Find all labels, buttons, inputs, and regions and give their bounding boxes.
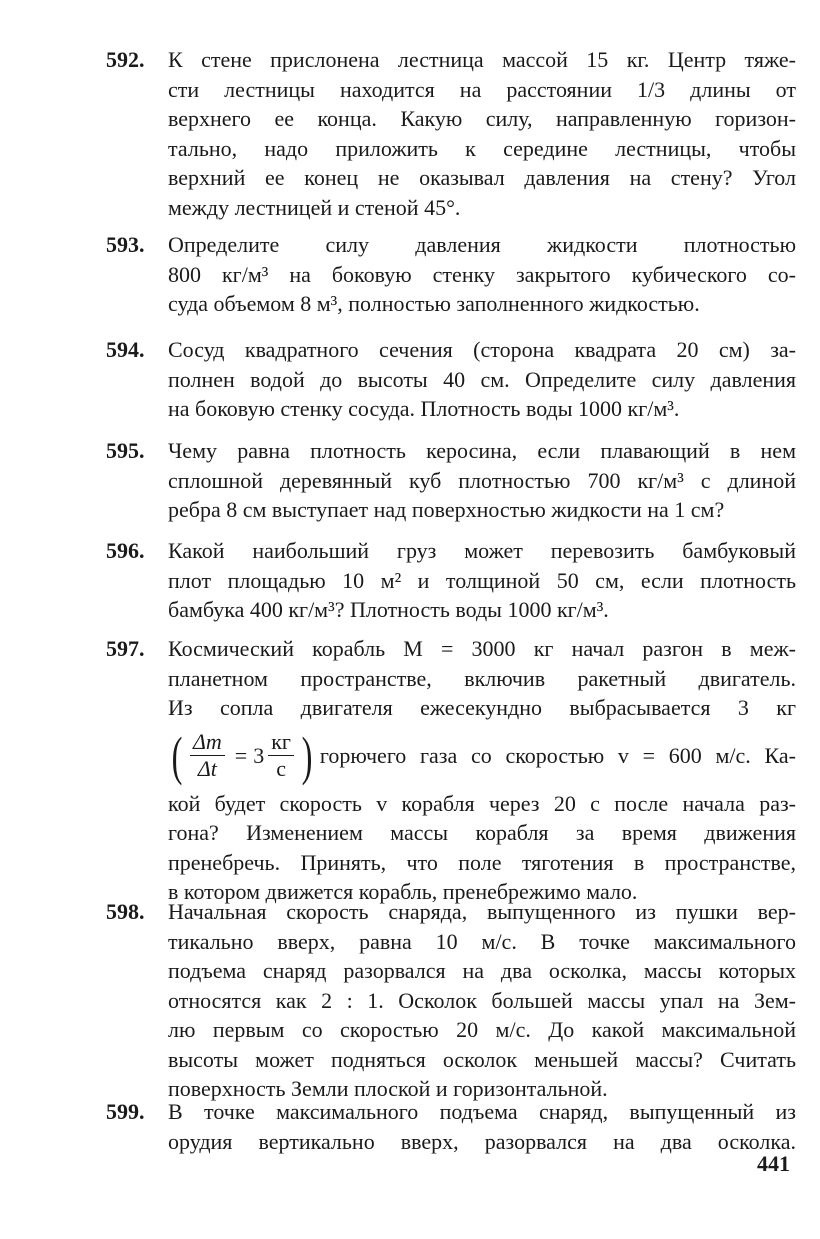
problem-number: 596. [106,538,145,563]
coefficient: 3 [253,742,265,768]
problem-594 [106,335,796,424]
text-line: в котором движется корабль, пренебрежимо мало. [168,879,638,904]
fraction-numerator: Δm [190,729,225,756]
text-line: планетном пространстве, включив ракетный двигатель. [168,665,796,691]
text-line: суда объемом 8 м³, полностью заполненного жидкостью. [168,291,700,316]
text-line: между лестницей и стеной 45°. [168,194,461,220]
text-line: сти лестницы находится на расстоянии 1/3 длины от [168,76,796,102]
text-line: ребра 8 см выступает над поверхностью жидкости на 1 см? [168,497,725,522]
problem-number: 594. [106,337,145,362]
equals-sign: = [234,742,248,768]
text-line: верхнего ее конца. Какую силу, направленную горизон- [168,106,796,131]
unit-numerator: кг [268,729,294,756]
page-number: 441 [757,1151,790,1176]
text-line: полнен водой до высоты 40 см. Определите силу давления [168,366,796,392]
text-line: Какой наибольший груз может перевозить бамбуковый [168,538,796,563]
problem-text [168,536,796,625]
problem-text [168,436,796,525]
problem-text [168,230,796,319]
fraction-unit [268,729,294,782]
text-line: на боковую стенку сосуда. Плотность воды 1000 кг/м³. [168,396,680,421]
right-paren: ) [301,725,313,786]
text-line: подъема снаряд разорвался на два осколка, массы которых [168,958,796,983]
text-line: плот площадью 10 м² и толщиной 50 см, если плотность [168,567,796,593]
text-line: верхний ее конец не оказывал давления на стену? Угол [168,165,796,190]
mass-rate-formula [168,725,316,786]
text-line: пренебречь. Принять, что поле тяготения в пространстве, [168,849,796,875]
problem-598 [106,897,796,1104]
formula-line [168,723,796,789]
text-line: высоты может подняться осколок меньшей массы? Считать [168,1046,796,1072]
problem-text [168,335,796,424]
problem-text [168,45,796,222]
text-line: поверхность Земли плоской и горизонтальной. [168,1076,608,1101]
problem-number: 592. [106,47,145,72]
unit-denominator: с [276,756,286,781]
text-line: бамбука 400 кг/м³? Плотность воды 1000 кг/м³. [168,597,609,622]
fraction-denominator: Δt [197,756,217,781]
problem-597 [106,634,796,907]
text-line: Определите силу давления жидкости плотностью [168,232,796,257]
problem-595 [106,436,796,525]
text-line: тально, надо приложить к середине лестницы, чтобы [168,135,796,161]
problem-592 [106,45,796,222]
text-line: относятся как 2 : 1. Осколок большей массы упал на Зем- [168,987,796,1013]
formula-trailing-text: горючего газа со скоростью v = 600 м/с. Ка- [319,742,796,768]
text-line: кой будет скорость v корабля через 20 с после начала раз- [168,790,796,816]
left-paren: ( [171,725,183,786]
problem-number: 593. [106,232,145,257]
text-line: Из сопла двигателя ежесекундно выбрасывается 3 кг [168,695,796,720]
problem-number: 597. [106,636,145,661]
problem-number: 595. [106,438,145,463]
text-line: орудия вертикально вверх, разорвался на два осколка. [168,1128,796,1154]
problem-text [168,634,796,907]
problem-text [168,1097,796,1156]
problem-599 [106,1097,796,1156]
text-line: Чему равна плотность керосина, если плавающий в нем [168,438,796,463]
problem-596 [106,536,796,625]
problem-593 [106,230,796,319]
problem-number: 598. [106,899,145,924]
fraction-dm-dt [190,729,225,782]
text-line: Начальная скорость снаряда, выпущенного из пушки вер- [168,899,796,924]
text-line: Космический корабль M = 3000 кг начал разгон в меж- [168,636,796,661]
text-line: 800 кг/м³ на боковую стенку закрытого кубического со- [168,261,796,287]
text-line: Сосуд квадратного сечения (сторона квадрата 20 см) за- [168,337,796,362]
text-line: лю первым со скоростью 20 м/с. До какой максимальной [168,1017,796,1042]
problem-text [168,897,796,1104]
text-line: сплошной деревянный куб плотностью 700 кг/м³ с длиной [168,467,796,493]
text-line: гона? Изменением массы корабля за время движения [168,820,796,845]
text-line: К стене прислонена лестница массой 15 кг. Центр тяже- [168,47,796,72]
problem-number: 599. [106,1099,145,1124]
text-line: В точке максимального подъема снаряд, выпущенный из [168,1099,796,1124]
text-line: тикально вверх, равна 10 м/с. В точке максимального [168,928,796,954]
